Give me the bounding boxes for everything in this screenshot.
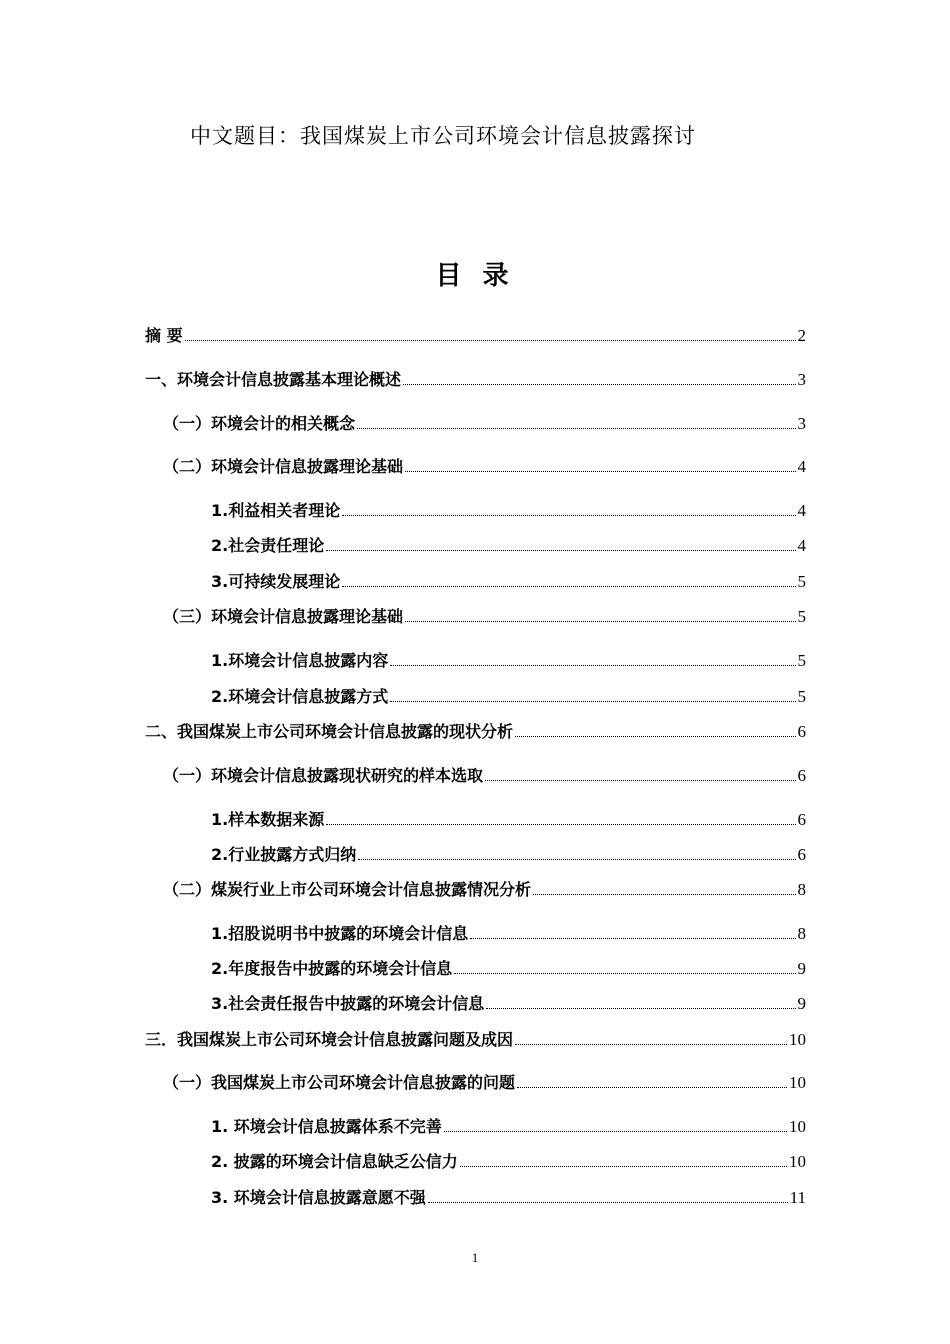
toc-entry[interactable] — [163, 762, 806, 786]
toc-entry-page: 4 — [797, 501, 806, 520]
toc-dot-leader — [357, 428, 795, 429]
toc-dot-leader — [460, 1166, 787, 1167]
toc-entry-label: 3.社会责任报告中披露的环境会计信息 — [211, 994, 485, 1013]
toc-dot-leader — [390, 665, 795, 666]
toc-entry[interactable] — [211, 532, 806, 556]
toc-dot-leader — [185, 340, 796, 341]
toc-entry[interactable] — [211, 1148, 806, 1172]
toc-entry-label: 二、我国煤炭上市公司环境会计信息披露的现状分析 — [145, 722, 514, 741]
toc-entry-page: 5 — [797, 572, 806, 591]
toc-entry-label: 2.行业披露方式归纳 — [211, 845, 357, 864]
toc-entry-label: 1.样本数据来源 — [211, 810, 325, 829]
toc-dot-leader — [342, 515, 795, 516]
chinese-title: 中文题目：我国煤炭上市公司环境会计信息披露探讨 — [190, 124, 696, 148]
toc-entry-label: （三）环境会计信息披露理论基础 — [163, 607, 404, 626]
toc-entry-page: 10 — [789, 1030, 806, 1049]
toc-entry-label: 三．我国煤炭上市公司环境会计信息披露问题及成因 — [145, 1030, 514, 1049]
toc-entry-label: 1.利益相关者理论 — [211, 501, 341, 520]
toc-entry[interactable] — [211, 568, 806, 592]
toc-entry-label: （一）环境会计信息披露现状研究的样本选取 — [163, 766, 484, 785]
toc-entry[interactable] — [145, 366, 806, 390]
toc-entry[interactable] — [211, 683, 806, 707]
toc-entry[interactable] — [211, 990, 806, 1014]
toc-entry-label: 2. 披露的环境会计信息缺乏公信力 — [211, 1152, 458, 1171]
toc-dot-leader — [326, 550, 795, 551]
toc-entry-page: 4 — [797, 457, 806, 476]
toc-dot-leader — [515, 1044, 787, 1045]
toc-entry-label: 3. 环境会计信息披露意愿不强 — [211, 1188, 426, 1207]
toc-entry-label: 摘 要 — [145, 326, 183, 345]
toc-entry-label: （二）环境会计信息披露理论基础 — [163, 457, 404, 476]
toc-entry-page: 6 — [797, 722, 806, 741]
toc-entry[interactable] — [145, 322, 806, 346]
toc-entry-label: （一）我国煤炭上市公司环境会计信息披露的问题 — [163, 1073, 516, 1092]
toc-dot-leader — [444, 1131, 787, 1132]
toc-entry-page: 9 — [797, 959, 806, 978]
toc-entry[interactable] — [145, 1026, 806, 1050]
toc-entry[interactable] — [211, 806, 806, 830]
toc-dot-leader — [454, 973, 795, 974]
toc-entry[interactable] — [211, 647, 806, 671]
toc-entry-label: （一）环境会计的相关概念 — [163, 414, 356, 433]
toc-dot-leader — [405, 471, 795, 472]
toc-entry-page: 5 — [797, 607, 806, 626]
toc-entry-page: 4 — [797, 536, 806, 555]
toc-entry-page: 3 — [797, 370, 806, 389]
toc-entry[interactable] — [145, 718, 806, 742]
toc-entry-label: 2.社会责任理论 — [211, 536, 325, 555]
toc-dot-leader — [358, 859, 795, 860]
toc-dot-leader — [405, 621, 795, 622]
toc-dot-leader — [485, 780, 795, 781]
toc-entry-label: 3.可持续发展理论 — [211, 572, 341, 591]
toc-heading: 目 录 — [435, 261, 515, 291]
toc-entry[interactable] — [211, 841, 806, 865]
toc-entry-page: 10 — [789, 1117, 806, 1136]
toc-entry-page: 5 — [797, 687, 806, 706]
toc-entry-page: 2 — [797, 326, 806, 345]
toc-dot-leader — [486, 1008, 795, 1009]
toc-dot-leader — [326, 824, 795, 825]
toc-entry-page: 9 — [797, 994, 806, 1013]
toc-entry-label: 一、环境会计信息披露基本理论概述 — [145, 370, 402, 389]
toc-dot-leader — [390, 701, 795, 702]
toc-entry-page: 6 — [797, 810, 806, 829]
toc-entry[interactable] — [211, 1113, 806, 1137]
toc-entry[interactable] — [163, 1069, 806, 1093]
toc-entry[interactable] — [211, 955, 806, 979]
toc-dot-leader — [515, 736, 795, 737]
toc-dot-leader — [428, 1202, 788, 1203]
toc-entry-label: 1.环境会计信息披露内容 — [211, 651, 389, 670]
page-number: 1 — [471, 1250, 479, 1265]
toc-entry-page: 10 — [789, 1152, 806, 1171]
toc-entry-page: 10 — [789, 1073, 806, 1092]
toc-dot-leader — [342, 586, 795, 587]
toc-entry-label: 1. 环境会计信息披露体系不完善 — [211, 1117, 442, 1136]
toc-entry[interactable] — [163, 453, 806, 477]
toc-entry-page: 8 — [797, 880, 806, 899]
toc-entry[interactable] — [211, 1184, 806, 1208]
toc-entry[interactable] — [163, 410, 806, 434]
toc-entry[interactable] — [163, 603, 806, 627]
toc-entry[interactable] — [211, 497, 806, 521]
toc-entry-page: 5 — [797, 651, 806, 670]
toc-dot-leader — [517, 1087, 787, 1088]
toc-entry[interactable] — [211, 920, 806, 944]
toc-dot-leader — [470, 938, 795, 939]
toc-entry[interactable] — [163, 876, 806, 900]
toc-entry-page: 8 — [797, 924, 806, 943]
toc-entry-page: 3 — [797, 414, 806, 433]
toc-entry-label: 2.环境会计信息披露方式 — [211, 687, 389, 706]
toc-entry-label: 2.年度报告中披露的环境会计信息 — [211, 959, 453, 978]
toc-entry-page: 6 — [797, 766, 806, 785]
toc-entry-page: 6 — [797, 845, 806, 864]
toc-dot-leader — [403, 384, 795, 385]
toc-entry-label: 1.招股说明书中披露的环境会计信息 — [211, 924, 469, 943]
toc-entry-page: 11 — [789, 1188, 806, 1207]
toc-dot-leader — [533, 894, 795, 895]
toc-entry-label: （二）煤炭行业上市公司环境会计信息披露情况分析 — [163, 880, 532, 899]
